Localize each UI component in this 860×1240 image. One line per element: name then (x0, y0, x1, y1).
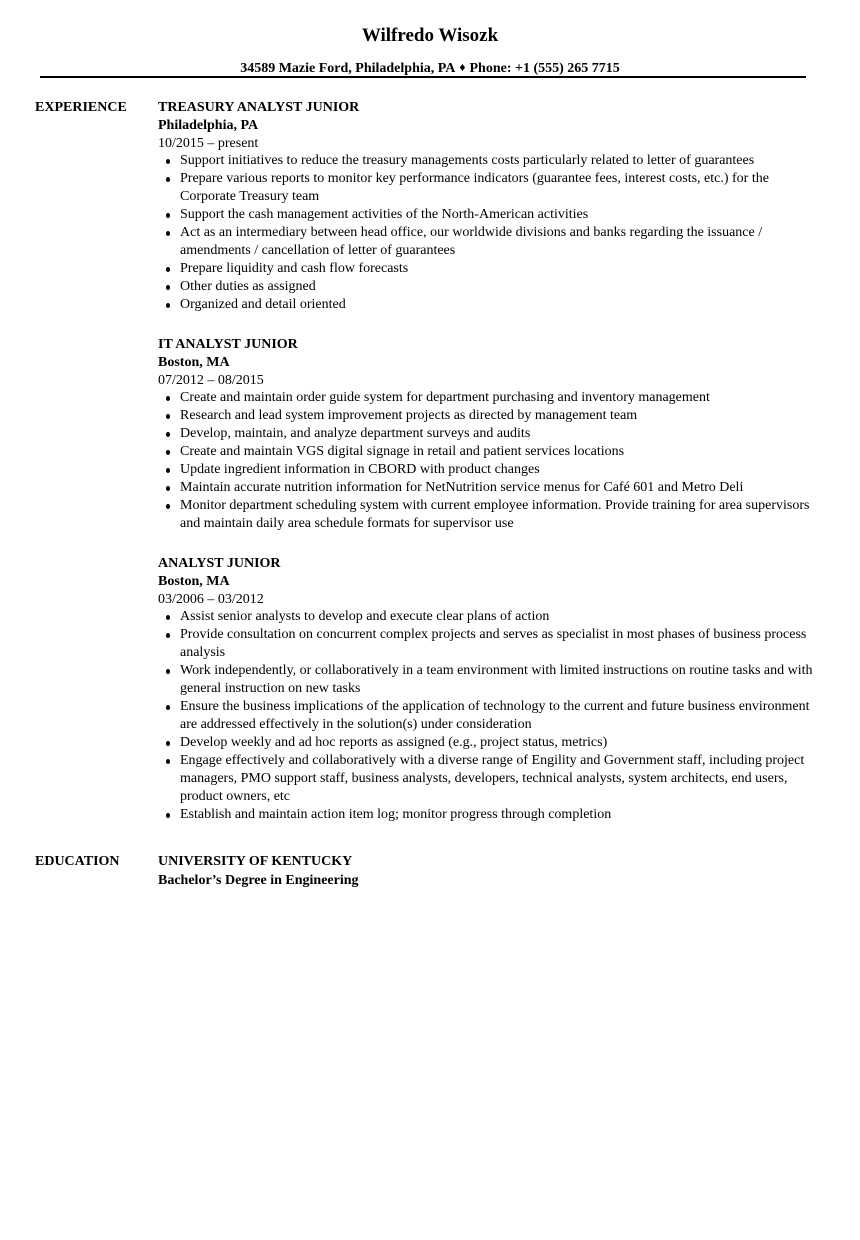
contact-line (0, 58, 860, 78)
school-name: UNIVERSITY OF KENTUCKY (158, 854, 353, 869)
bullet-icon (166, 267, 170, 272)
address: 34589 Mazie Ford, Philadelphia, PA (240, 61, 456, 76)
bullet-list (158, 608, 813, 824)
bullet-text: Act as an intermediary between head office, our worldwide divisions and banks regarding the issuance / amendments / cancellation of letter of guarantees (180, 225, 763, 258)
section-label-experience: EXPERIENCE (35, 100, 127, 115)
job-title: IT ANALYST JUNIOR (158, 337, 298, 352)
bullet-list (158, 152, 813, 314)
bullet-text: Support the cash management activities of the North-American activities (180, 207, 589, 222)
bullet-item (158, 698, 813, 734)
bullet-icon (166, 468, 170, 473)
bullet-item (158, 734, 813, 752)
bullet-icon (166, 759, 170, 764)
job-dates: 03/2006 – 03/2012 (158, 592, 264, 607)
bullet-icon (166, 615, 170, 620)
bullet-text: Establish and maintain action item log; monitor progress through completion (180, 807, 612, 822)
job-entry (158, 336, 813, 533)
bullet-text: Other duties as assigned (180, 279, 316, 294)
job-title: TREASURY ANALYST JUNIOR (158, 100, 360, 115)
bullet-icon (166, 396, 170, 401)
bullet-item (158, 497, 813, 533)
bullet-text: Support initiatives to reduce the treasury managements costs particularly related to letter of guarantees (180, 153, 755, 168)
bullet-icon (166, 213, 170, 218)
degree: Bachelor’s Degree in Engineering (158, 873, 359, 888)
job-dates: 07/2012 – 08/2015 (158, 373, 264, 388)
bullet-text: Ensure the business implications of the application of technology to the current and future business environment are addressed effectively in the solution(s) under consideration (180, 699, 810, 732)
bullet-item (158, 170, 813, 206)
bullet-item (158, 407, 813, 425)
bullet-icon (166, 303, 170, 308)
job-dates: 10/2015 – present (158, 136, 259, 151)
bullet-text: Develop, maintain, and analyze department surveys and audits (180, 426, 531, 441)
experience-list (158, 99, 813, 846)
bullet-item (158, 260, 813, 278)
job-entry (158, 555, 813, 824)
bullet-item (158, 389, 813, 407)
job-location: Philadelphia, PA (158, 118, 259, 133)
bullet-icon (166, 177, 170, 182)
bullet-text: Prepare liquidity and cash flow forecasts (180, 261, 409, 276)
bullet-icon (166, 633, 170, 638)
bullet-icon (166, 813, 170, 818)
bullet-text: Maintain accurate nutrition information for NetNutrition service menus for Café 601 and Metro Deli (180, 480, 744, 495)
bullet-icon (166, 669, 170, 674)
job-title: ANALYST JUNIOR (158, 556, 281, 571)
diamond-icon: ♦ (459, 60, 466, 74)
bullet-item (158, 296, 813, 314)
candidate-name: Wilfredo Wisozk (361, 25, 499, 46)
bullet-text: Engage effectively and collaboratively with a diverse range of Engility and Government staff, including project managers, PMO support staff, business analysts, developers, technical analysts, system architects, end users, product owners, etc (180, 753, 805, 804)
bullet-text: Work independently, or collaboratively in a team environment with limited instructions on routine tasks and with general instruction on new tasks (180, 663, 813, 696)
bullet-item (158, 752, 813, 806)
header-divider (40, 76, 806, 78)
bullet-text: Develop weekly and ad hoc reports as assigned (e.g., project status, metrics) (180, 735, 608, 750)
bullet-icon (166, 159, 170, 164)
bullet-icon (166, 285, 170, 290)
bullet-icon (166, 504, 170, 509)
bullet-text: Update ingredient information in CBORD with product changes (180, 462, 540, 477)
bullet-text: Create and maintain order guide system for department purchasing and inventory management (180, 390, 710, 405)
bullet-item (158, 425, 813, 443)
bullet-item (158, 479, 813, 497)
resume-header (0, 24, 860, 78)
bullet-item (158, 608, 813, 626)
phone: Phone: +1 (555) 265 7715 (469, 61, 620, 76)
bullet-list (158, 389, 813, 533)
section-label-education: EDUCATION (35, 854, 120, 869)
bullet-item (158, 224, 813, 260)
bullet-icon (166, 450, 170, 455)
bullet-item (158, 206, 813, 224)
bullet-text: Monitor department scheduling system with current employee information. Provide training for area supervisors and maintain daily area schedule formats for supervisor use (180, 498, 810, 531)
bullet-text: Provide consultation on concurrent complex projects and serves as specialist in most phases of business process analysis (180, 627, 807, 660)
bullet-text: Organized and detail oriented (180, 297, 346, 312)
bullet-item (158, 806, 813, 824)
bullet-item (158, 626, 813, 662)
bullet-text: Prepare various reports to monitor key performance indicators (guarantee fees, interest costs, etc.) for the Corporate Treasury team (180, 171, 769, 204)
bullet-icon (166, 432, 170, 437)
job-location: Boston, MA (158, 574, 230, 589)
bullet-text: Research and lead system improvement projects as directed by management team (180, 408, 638, 423)
bullet-item (158, 278, 813, 296)
job-entry (158, 99, 813, 314)
bullet-item (158, 662, 813, 698)
bullet-item (158, 152, 813, 170)
bullet-icon (166, 414, 170, 419)
bullet-item (158, 443, 813, 461)
bullet-icon (166, 705, 170, 710)
bullet-icon (166, 231, 170, 236)
bullet-icon (166, 741, 170, 746)
bullet-icon (166, 486, 170, 491)
bullet-text: Create and maintain VGS digital signage in retail and patient services locations (180, 444, 625, 459)
bullet-item (158, 461, 813, 479)
education-entry (158, 853, 813, 891)
job-location: Boston, MA (158, 355, 230, 370)
bullet-text: Assist senior analysts to develop and execute clear plans of action (180, 609, 550, 624)
